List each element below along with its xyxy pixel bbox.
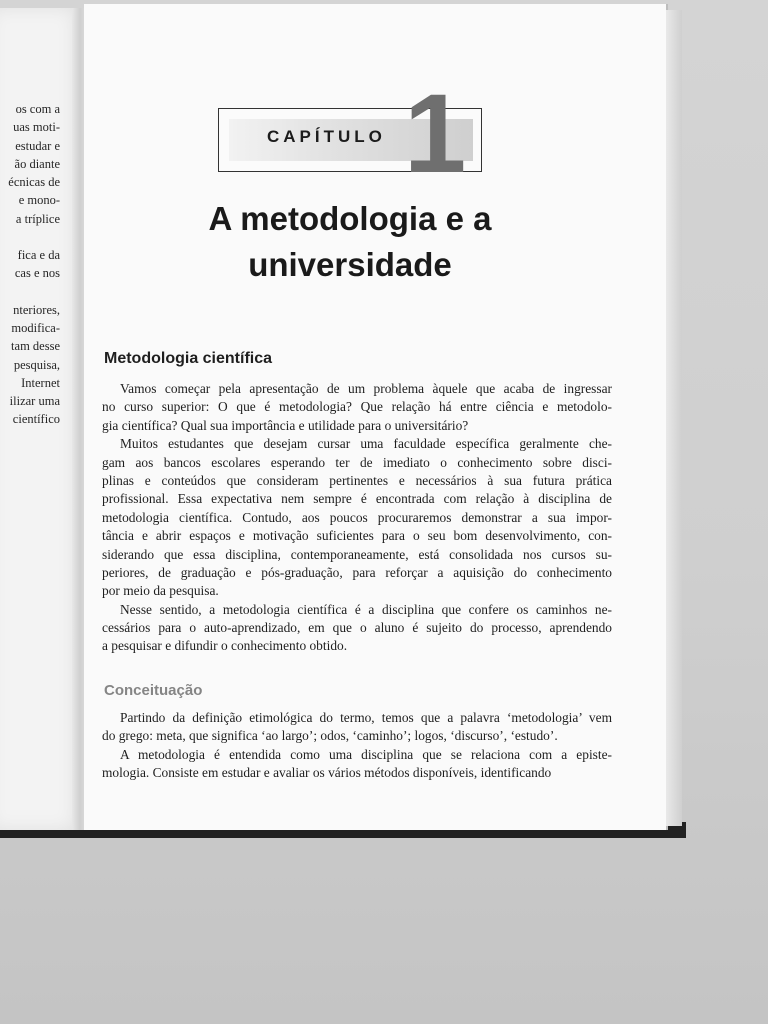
paragraph-line: A metodologia é entendida como uma disciplina que se relaciona com a episte- — [120, 746, 612, 762]
chapter-label: CAPÍTULO — [267, 127, 386, 146]
left-page-line: nteriores, — [13, 302, 60, 317]
left-page-text — [0, 100, 60, 429]
left-page-line: cas e nos — [14, 266, 60, 281]
left-page-line: científico — [12, 412, 60, 427]
chapter-number: 1 — [404, 71, 467, 196]
left-page-line: fica e da — [17, 248, 60, 263]
paragraph-line: plinas e conteúdos que consideram pertinentes e necessários à sua futura prática — [102, 472, 612, 488]
left-page-line: modifica- — [11, 320, 60, 335]
section-heading-conceituacao: Conceituação — [104, 682, 203, 699]
left-page-line: uas moti- — [13, 120, 60, 135]
paragraph-line: Vamos começar pela apresentação de um problema àquele que acaba de ingressar — [120, 381, 612, 396]
page-edge — [666, 10, 682, 826]
paragraph-line: Nesse sentido, a metodologia científica é a disciplina que confere os caminhos ne- — [120, 601, 612, 617]
left-page-line: ão diante — [14, 156, 60, 171]
paragraph-line: do grego: meta, que significa ‘ao largo’; odos, ‘caminho’; logos, ‘discurso’, ‘estudo’. — [102, 728, 558, 744]
chapter-title-line: A metodologia e a — [208, 200, 492, 237]
paragraph-line: metodologia científica. Contudo, aos poucos procuraremos demonstrar a sua impor- — [102, 509, 612, 525]
paragraph-line: no curso superior: O que é metodologia? Que relação há entre ciência e metodolo- — [102, 399, 612, 415]
left-page-line: e mono- — [18, 193, 60, 208]
left-page-line — [0, 283, 60, 301]
left-page-line: a tríplice — [15, 211, 60, 226]
chapter-title — [160, 196, 540, 288]
left-page-line: écnicas de — [8, 175, 60, 190]
paragraph-line: profissional. Essa expectativa nem sempre é encontrada com relação à disciplina de — [102, 491, 612, 507]
paragraph-line: Partindo da definição etimológica do termo, temos que a palavra ‘metodologia’ vem — [120, 710, 612, 725]
paragraph-line: siderando que essa disciplina, contemporaneamente, está consolidada nos cursos su- — [102, 546, 612, 562]
left-page-line: ilizar uma — [9, 394, 60, 409]
left-page-line: tam desse — [11, 339, 60, 354]
paragraph-line: por meio da pesquisa. — [102, 583, 219, 599]
section-body-conceituacao — [102, 709, 612, 783]
paragraph-line: gia científica? Qual sua importância e utilidade para o universitário? — [102, 417, 469, 433]
left-page-line — [0, 228, 60, 246]
paragraph-line: tância e abrir espaços e motivação suficientes para o seu bom desenvolvimento, con- — [102, 528, 612, 544]
left-page-line: os com a — [15, 102, 60, 116]
left-page-line: Internet — [21, 375, 60, 390]
left-page-line: pesquisa, — [13, 357, 60, 372]
paragraph-line: a pesquisar e difundir o conhecimento obtido. — [102, 638, 348, 654]
paragraph-line: Muitos estudantes que desejam cursar uma faculdade específica geralmente che- — [120, 436, 612, 452]
chapter-title-line: universidade — [248, 246, 452, 283]
paragraph-line: cessários para o auto-aprendizado, em que o aluno é sujeito do processo, aprendendo — [102, 620, 612, 636]
section-heading-metodologia: Metodologia científica — [104, 350, 273, 367]
paragraph-line: mologia. Consiste em estudar e avaliar os vários métodos disponíveis, identificando — [102, 765, 552, 781]
left-page-line: estudar e — [15, 138, 60, 153]
paragraph-line: periores, de graduação e pós-graduação, para reforçar a aquisição do conhecimento — [102, 564, 612, 580]
paragraph-line: gam aos bancos escolares esperando ter de imediato o conhecimento sobre disci- — [102, 454, 612, 470]
section-body-metodologia — [102, 380, 612, 656]
